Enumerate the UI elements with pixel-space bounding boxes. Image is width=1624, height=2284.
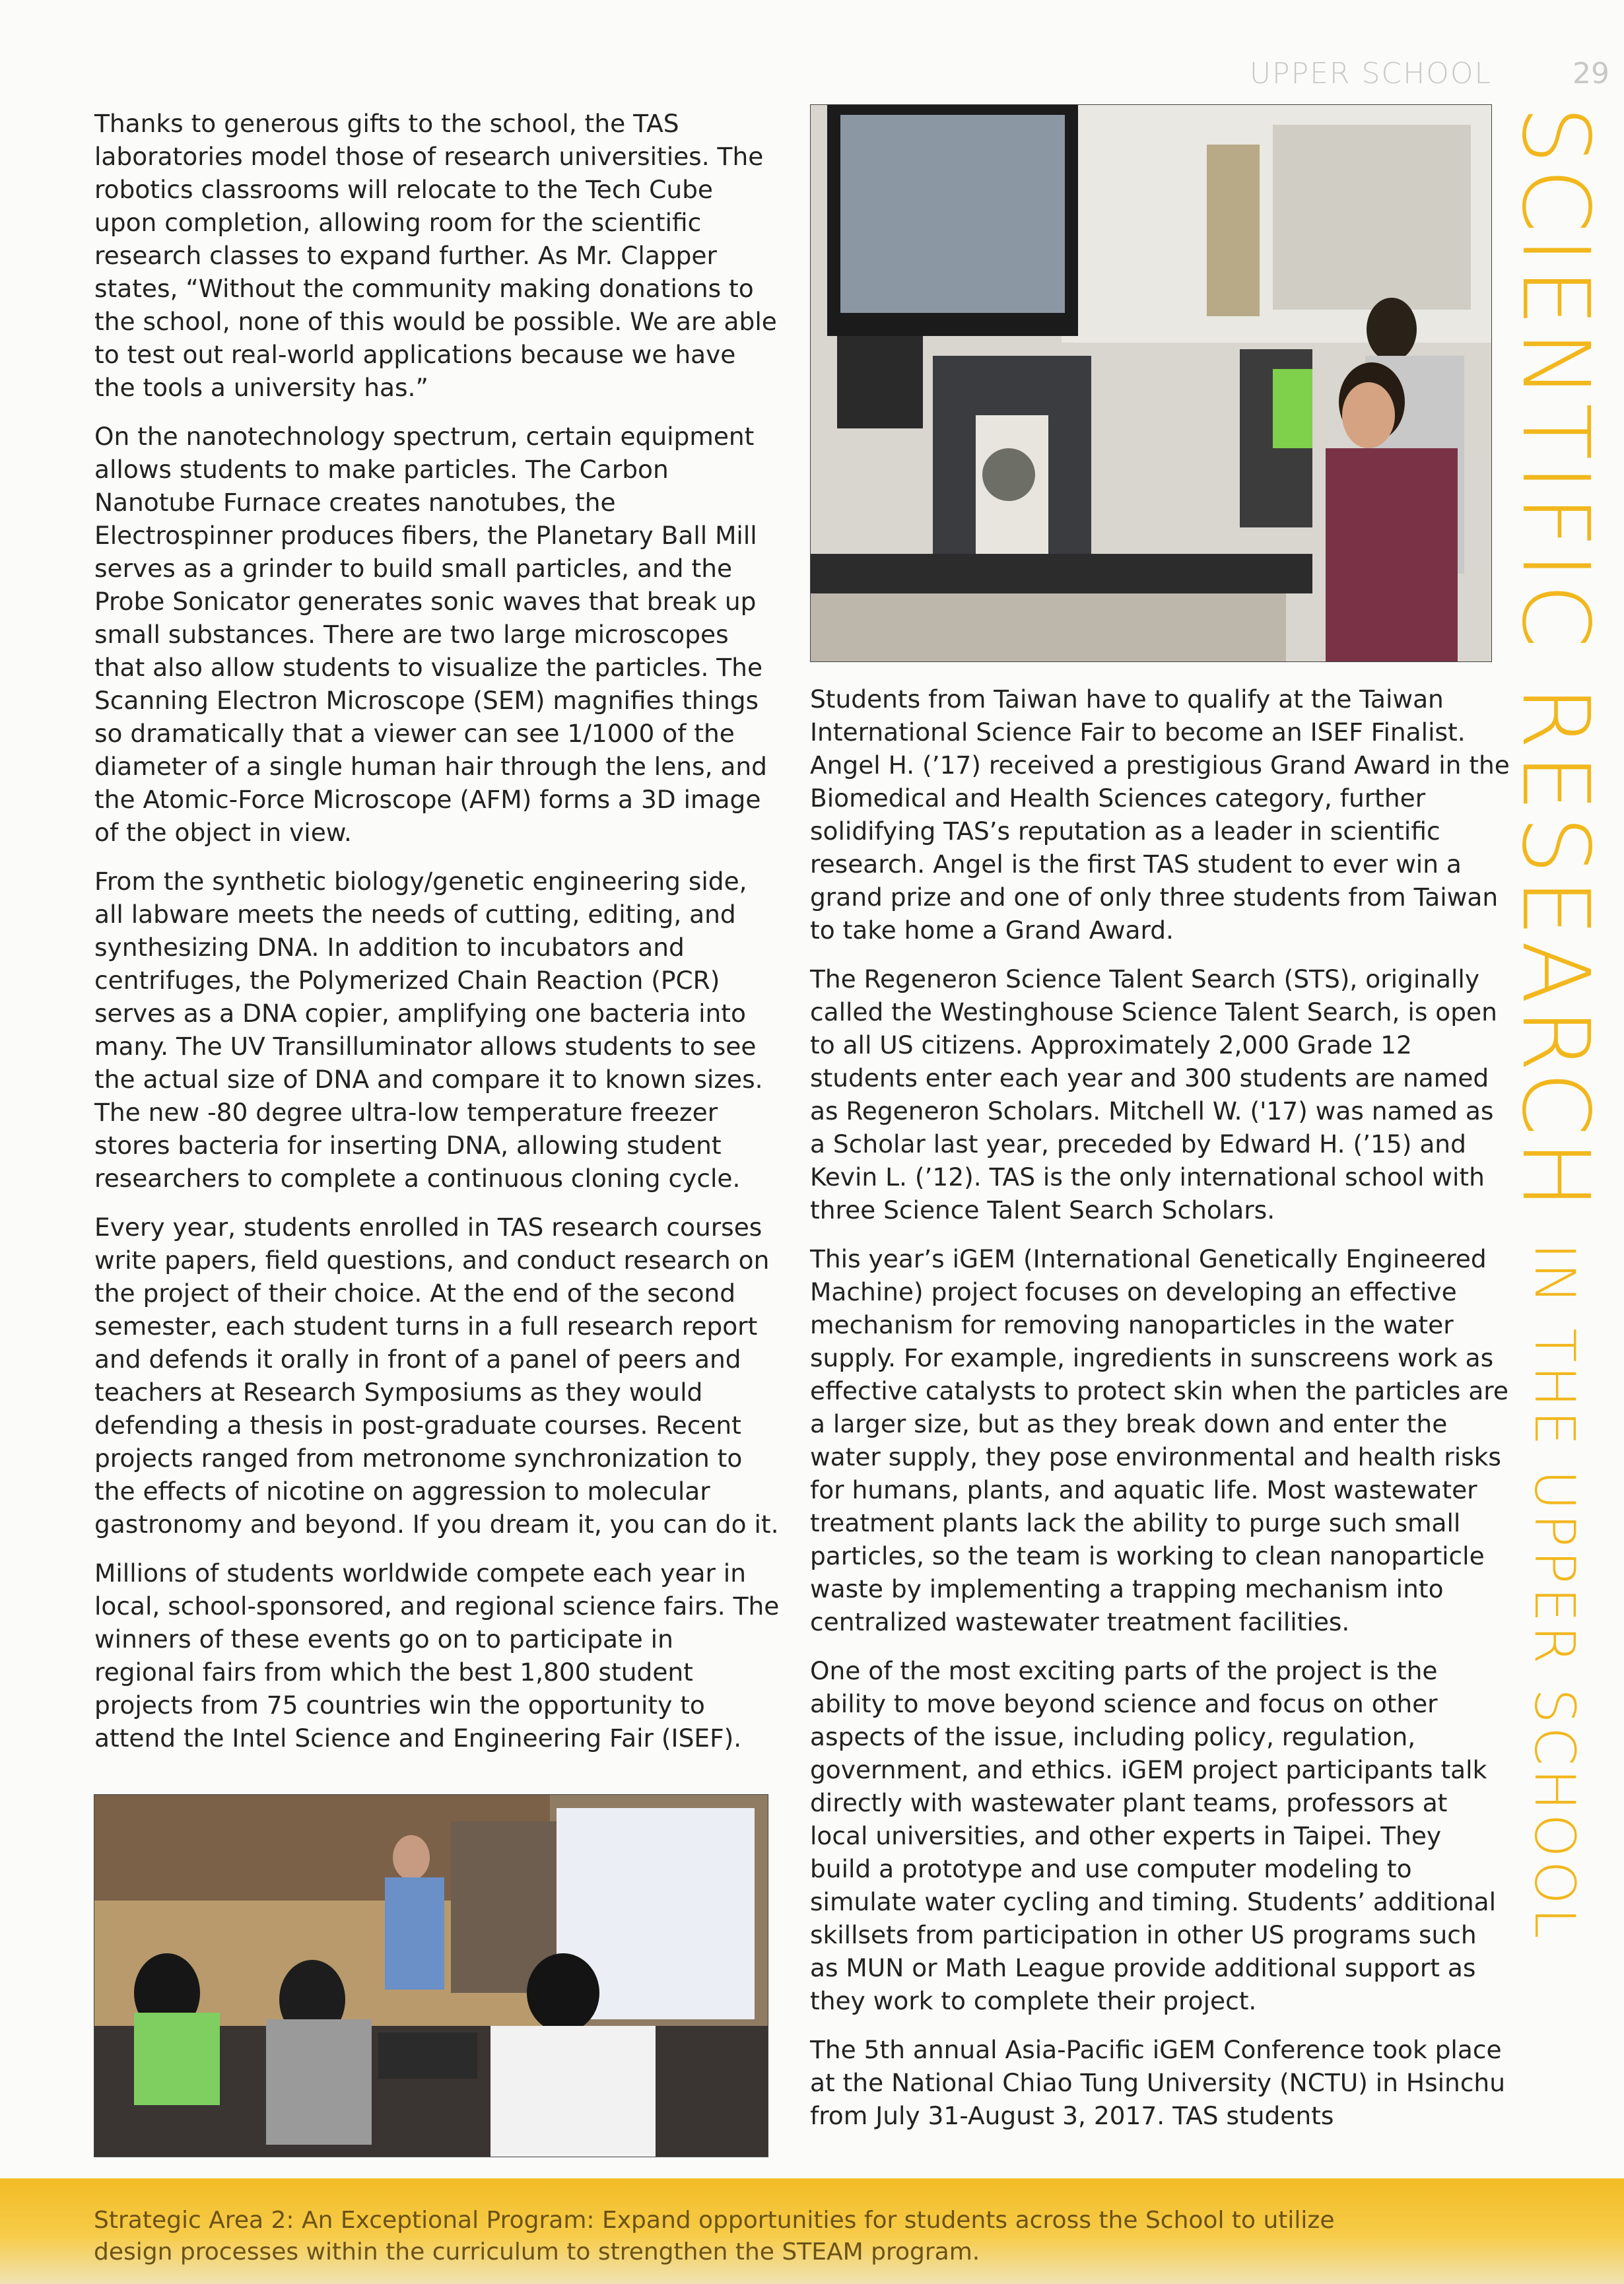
paragraph: On the nanotechnology spectrum, certain equipment allows students to make particles. The Carbon Nanotube Furnace creates nanotubes, the Electrospinner produces fibers, the Planetary Ball Mill serves as a grinder to build small particles, and the Probe Sonicator generates sonic waves that break up small substances. There are two large microscopes that also allow students to visualize the particles. The Scanning Electron Microscope (SEM) magnifies things so dramatically that a viewer can see 1/1000 of the diameter of a single human hair through the lens, and the Atomic-Force Microscope (AFM) forms a 3D image of the object in view. [94, 422, 767, 847]
right-column [810, 683, 1510, 2148]
vertical-title-sub: IN THE UPPER SCHOOL [1522, 1243, 1587, 1942]
paragraph: Thanks to generous gifts to the school, the TAS laboratories model those of research universities. The robotics classrooms will relocate to the Tech Cube upon completion, allowing room for the scientific research classes to expand further. As Mr. Clapper states, “Without the community making donations to the school, none of this would be possible. We are able to test out real-world applications because we have the tools a university has.” [94, 109, 777, 402]
paragraph: The Regeneron Science Talent Search (STS), originally called the Westinghouse Science Talent Search, is open to all US citizens. Approximately 2,000 Grade 12 students enter each year and 300 students are named as Regeneron Scholars. Mitchell W. ('17) was named as a Scholar last year, preceded by Edward H. (’15) and Kevin L. (’12). TAS is the only international school with three Science Talent Search Scholars. [810, 964, 1497, 1225]
vertical-title-main: SCIENTIFIC RESEARCH [1501, 106, 1609, 1214]
left-column [94, 107, 781, 1770]
footer-bar [0, 2178, 1624, 2284]
paragraph: The 5th annual Asia-Pacific iGEM Conference took place at the National Chiao Tung University (NCTU) in Hsinchu from July 31-August 3, 2017. TAS students [810, 2035, 1505, 2130]
paragraph: Every year, students enrolled in TAS research courses write papers, field questions, and conduct research on the project of their choice. At the end of the second semester, each student turns in a full research report and defends it orally in front of a panel of peers and teachers at Research Symposiums as they would defending a thesis in post-graduate courses. Recent projects ranged from metronome synchronization to the effects of nicotine on aggression to molecular gastronomy and beyond. If you dream it, you can do it. [94, 1213, 779, 1539]
section-label: UPPER SCHOOL [1249, 57, 1492, 90]
footer-text: Strategic Area 2: An Exceptional Program: Expand opportunities for students across the School to utilize design processes within the curriculum to strengthen the STEAM program. [94, 2207, 1335, 2266]
paragraph: One of the most exciting parts of the project is the ability to move beyond science and focus on other aspects of the issue, including policy, regulation, government, and ethics. iGEM project participants talk directly with wastewater plant teams, professors at local universities, and other experts in Taipei. They build a prototype and use computer modeling to simulate water cycling and timing. Students’ additional skillsets from participation in other US programs such as MUN or Math League provide additional support as they work to complete their project. [810, 1656, 1497, 2015]
paragraph: From the synthetic biology/genetic engineering side, all labware meets the needs of cutting, editing, and synthesizing DNA. In addition to incubators and centrifuges, the Polymerized Chain Reaction (PCR) serves as a DNA copier, amplifying one bacteria into many. The UV Transilluminator allows students to see the actual size of DNA and compare it to known sizes. The new -80 degree ultra-low temperature freezer stores bacteria for inserting DNA, allowing student researchers to complete a continuous cloning cycle. [94, 867, 763, 1193]
page-number: 29 [1573, 57, 1609, 90]
classroom-photo [94, 1794, 768, 2157]
lab-photo [810, 104, 1492, 662]
paragraph: This year’s iGEM (International Genetically Engineered Machine) project focuses on developing an effective mechanism for removing nanoparticles in the water supply. For example, ingredients in sunscreens work as effective catalysts to protect skin when the particles are a larger size, but as they break down and enter the water supply, they pose environmental and health risks for humans, plants, and aquatic life. Most wastewater treatment plants lack the ability to purge such small particles, so the team is working to clean nanoparticle waste by implementing a trapping mechanism into centralized wastewater treatment facilities. [810, 1244, 1508, 1636]
paragraph: Students from Taiwan have to qualify at the Taiwan International Science Fair to become an ISEF Finalist. Angel H. (’17) received a prestigious Grand Award in the Biomedical and Health Sciences category, further solidifying TAS’s reputation as a leader in scientific research. Angel is the first TAS student to ever win a grand prize and one of only three students from Taiwan to take home a Grand Award. [810, 685, 1510, 945]
paragraph: Millions of students worldwide compete each year in local, school-sponsored, and regional science fairs. The winners of these events go on to participate in regional fairs from which the best 1,800 student projects from 75 countries win the opportunity to attend the Intel Science and Engineering Fair (ISEF). [94, 1559, 780, 1753]
page-header [1030, 28, 1624, 90]
vertical-title [1501, 106, 1609, 1942]
